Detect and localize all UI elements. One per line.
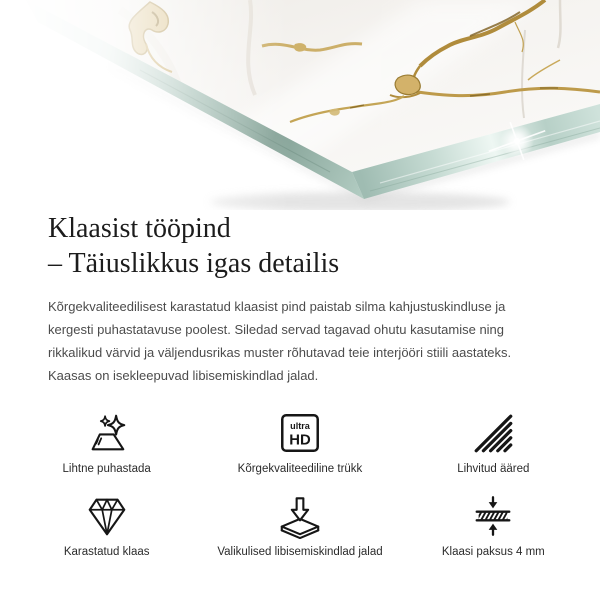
glass-worktop-illustration	[0, 0, 600, 210]
polished-edges-icon	[470, 406, 516, 456]
product-description-text: Kõrgekvaliteedilisest karastatud klaasist pind paistab silma kahjustuskindluse ja kergesti puhastatavuse poolest. Siledad servad tagavad ohutu kasutamise ning rikkalikud värvid ja väljendusrikas muster rõhutavad teie interjööri stiili aastateks. Kaasas on isekleepuvad libisemiskindlad jalad.	[48, 299, 512, 383]
feature-label: Lihvitud ääred	[457, 463, 530, 475]
feature-tempered-glass	[10, 489, 203, 558]
svg-text:ultra: ultra	[290, 421, 310, 432]
glass-thickness-icon	[470, 489, 516, 539]
feature-easy-to-clean	[10, 406, 203, 475]
clean-surface-sparkle-icon	[84, 406, 130, 456]
non-slip-feet-icon	[277, 489, 323, 539]
feature-non-slip-feet	[203, 489, 396, 558]
tempered-glass-diamond-icon	[84, 489, 130, 539]
feature-label: Karastatud klaas	[63, 546, 150, 558]
svg-text:HD: HD	[289, 432, 311, 449]
hero-product-image	[0, 0, 600, 210]
page-title-line2: – Täiuslikkus igas detailis	[48, 248, 340, 279]
feature-label: Lihtne puhastada	[62, 463, 151, 475]
feature-label: Kõrgekvaliteediline trükk	[237, 463, 363, 475]
page-title-line1: Klaasist tööpind	[48, 213, 231, 244]
feature-glass-thickness	[397, 489, 590, 558]
feature-label: Klaasi paksus 4 mm	[441, 546, 545, 558]
feature-grid	[10, 406, 590, 558]
feature-polished-edges	[397, 406, 590, 475]
ultra-hd-print-icon	[277, 406, 323, 456]
product-description-section	[48, 211, 554, 387]
page-title	[48, 211, 554, 281]
feature-label: Valikulised libisemiskindlad jalad	[217, 546, 383, 558]
feature-hd-print	[203, 406, 396, 475]
